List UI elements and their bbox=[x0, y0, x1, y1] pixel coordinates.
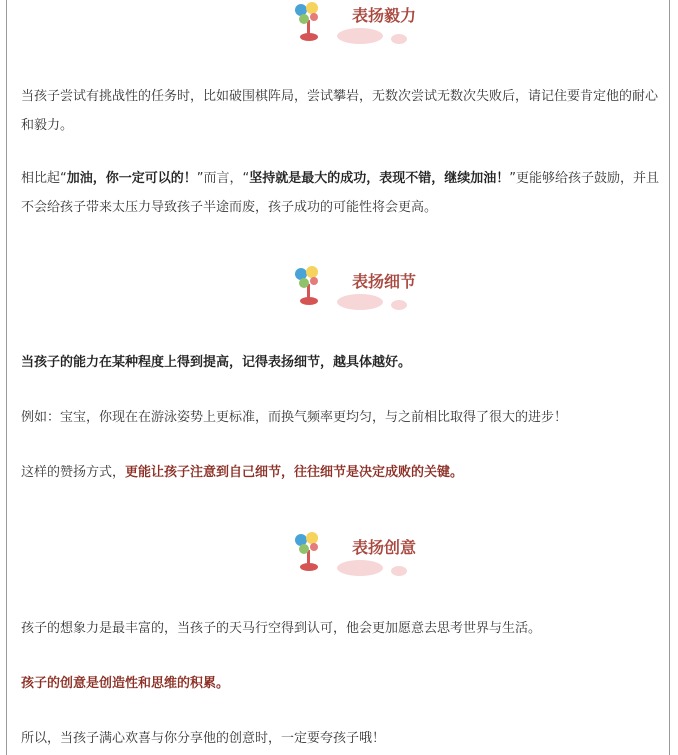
paragraph-encouragement bbox=[21, 164, 661, 222]
highlight-paragraph: 孩子的创意是创造性和思维的积累。 bbox=[21, 676, 230, 691]
fan-decoration-icon bbox=[289, 0, 329, 44]
section-heading-creativity bbox=[7, 530, 669, 590]
paragraph: 孩子的想象力是最丰富的，当孩子的天马行空得到认可，他会更加愿意去思考世界与生活。 bbox=[21, 621, 542, 636]
section-title: 表扬毅力 bbox=[352, 6, 417, 25]
text-span: ”而言，“ bbox=[196, 171, 250, 186]
section-heading-perseverance bbox=[7, 0, 669, 60]
pink-dot-decoration bbox=[391, 300, 407, 310]
text-span: 相比起“ bbox=[21, 171, 67, 186]
paragraph: 所以，当孩子满心欢喜与你分享他的创意时，一定要夸孩子哦！ bbox=[21, 731, 386, 746]
fan-decoration-icon bbox=[289, 264, 329, 308]
bold-quote: 坚持就是最大的成功，表现不错，继续加油！ bbox=[249, 171, 510, 186]
bold-quote: 加油，你一定可以的！ bbox=[66, 171, 197, 186]
section-heading-details bbox=[7, 264, 669, 324]
fan-decoration-icon bbox=[289, 530, 329, 574]
pink-blob-decoration bbox=[337, 560, 383, 576]
pink-dot-decoration bbox=[391, 566, 407, 576]
paragraph-conclusion bbox=[21, 458, 661, 487]
pink-blob-decoration bbox=[337, 294, 383, 310]
section-title: 表扬创意 bbox=[352, 538, 417, 557]
article-page bbox=[6, 0, 670, 755]
paragraph-example: 例如：宝宝，你现在在游泳姿势上更标准，而换气频率更均匀，与之前相比取得了很大的进步！ bbox=[21, 410, 568, 425]
highlight-text: 更能让孩子注意到自己细节，往往细节是决定成败的关键。 bbox=[125, 465, 464, 480]
text-span: ”更能够给孩子鼓励，并且不会给孩子带来太压力导致孩子半途而废，孩子成功的可能性将会更高。 bbox=[21, 171, 660, 215]
paragraph-bold: 当孩子的能力在某种程度上得到提高，记得表扬细节，越具体越好。 bbox=[21, 355, 412, 370]
section-title: 表扬细节 bbox=[352, 272, 417, 291]
paragraph: 当孩子尝试有挑战性的任务时，比如破围棋阵局，尝试攀岩，无数次尝试无数次失败后，请记住要肯定他的耐心和毅力。 bbox=[21, 89, 659, 133]
pink-dot-decoration bbox=[391, 34, 407, 44]
text-span: 这样的赞扬方式， bbox=[21, 465, 126, 480]
pink-blob-decoration bbox=[337, 28, 383, 44]
